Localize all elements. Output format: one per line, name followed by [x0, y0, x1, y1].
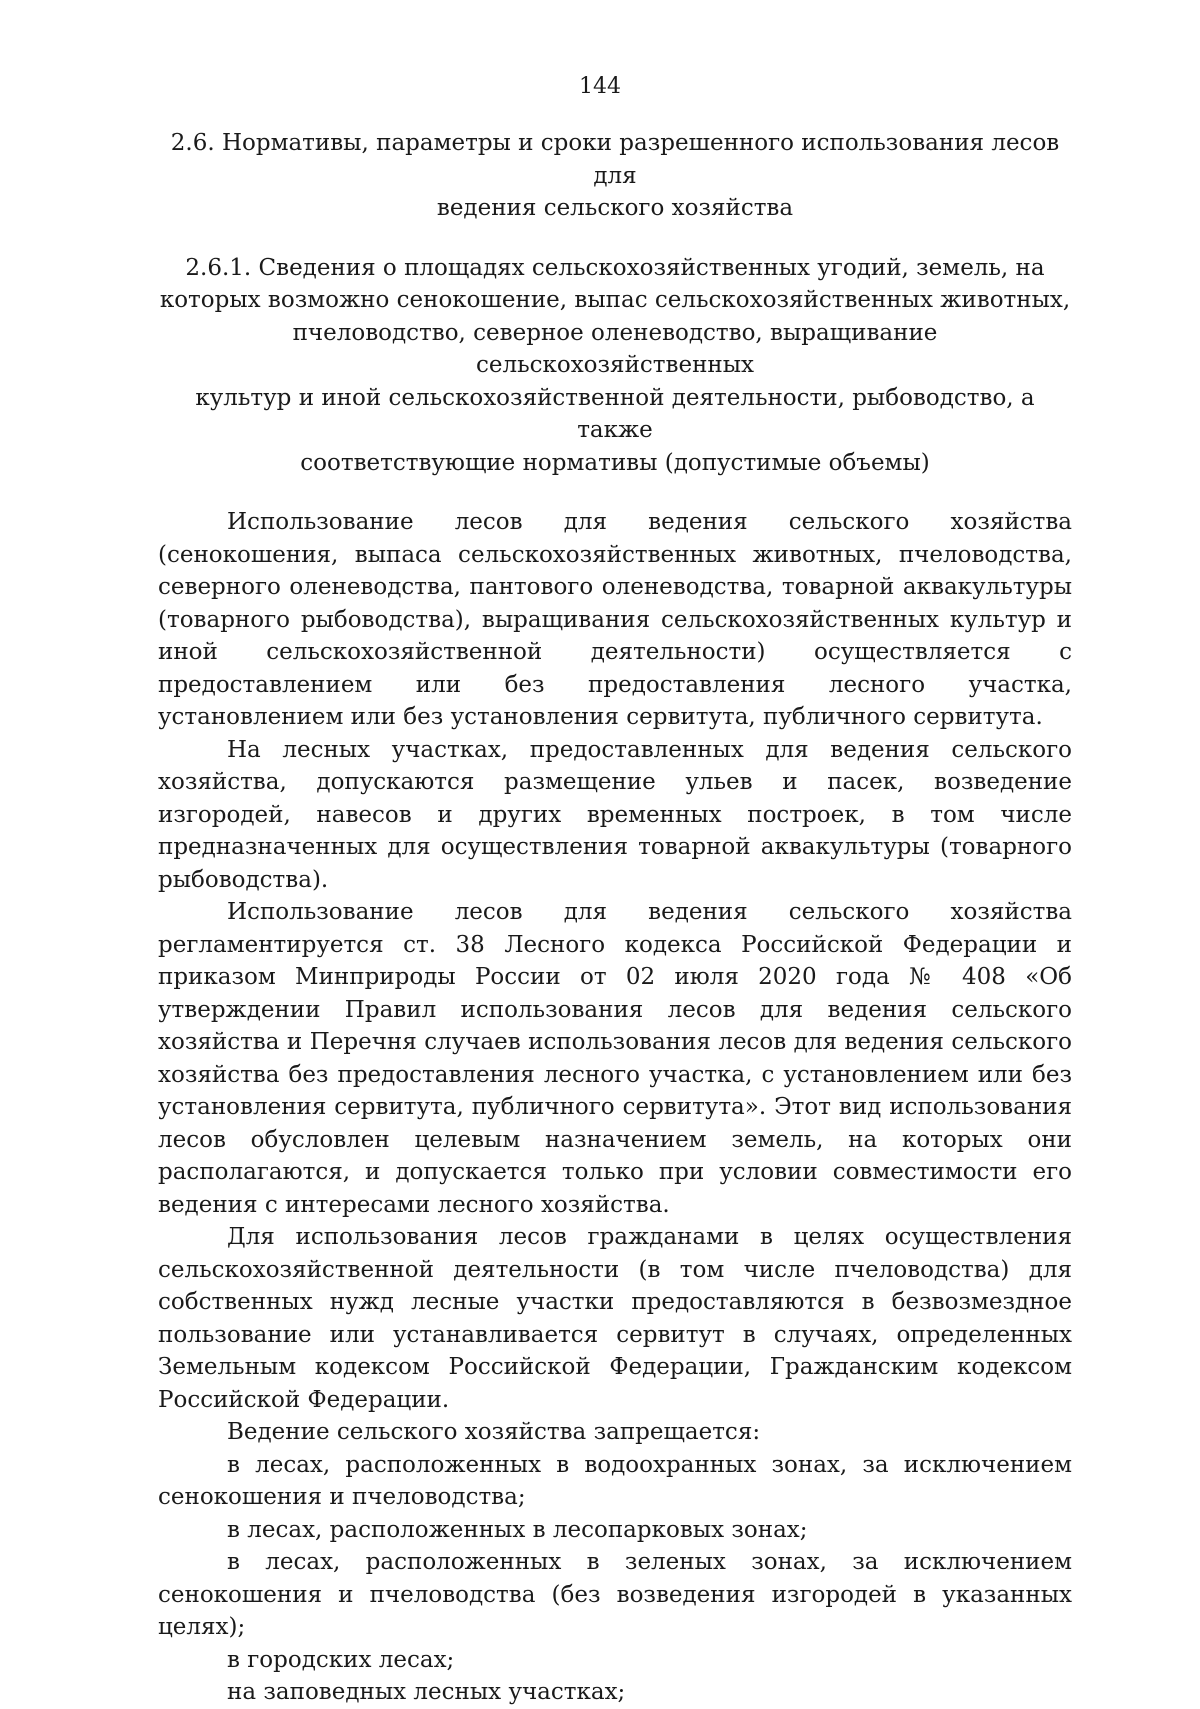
- prohibition-list-item: в городских лесах;: [227, 1646, 455, 1673]
- prohibition-list-item: в лесах, расположенных в водоохранных зонах, за исключением сенокошения и пчеловодства;: [158, 1451, 1072, 1510]
- prohibition-list-item: в лесах, расположенных в лесопарковых зонах;: [227, 1516, 808, 1543]
- section-heading-line: ведения сельского хозяйства: [436, 195, 794, 221]
- subsection-heading-line: которых возможно сенокошение, выпас сельскохозяйственных животных,: [159, 287, 1071, 313]
- subsection-heading-line: пчеловодство, северное оленеводство, выращивание сельскохозяйственных: [292, 319, 938, 378]
- page-content: [158, 127, 1072, 1709]
- prohibition-list-item: на заповедных лесных участках;: [227, 1679, 626, 1705]
- subsection-heading-line: культур и иной сельскохозяйственной деятельности, рыбоводство, а также: [195, 384, 1035, 443]
- body-paragraph: На лесных участках, предоставленных для ведения сельского хозяйства, допускаются размещение ульев и пасек, возведение изгородей, навесов и других временных построек, в том числе предназначенных для осуществления товарной аквакультуры (товарного рыбоводства).: [158, 736, 1072, 893]
- subsection-heading: [158, 252, 1072, 480]
- subsection-heading-line: 2.6.1. Сведения о площадях сельскохозяйственных угодий, земель, на: [185, 254, 1045, 281]
- body-paragraph: Для использования лесов гражданами в целях осуществления сельскохозяйственной деятельности (в том числе пчеловодства) для собственных нужд лесные участки предоставляются в безвозмездное пользование или устанавливается сервитут в случаях, определенных Земельным кодексом Российской Федерации, Гражданским кодексом Российской Федерации.: [158, 1224, 1072, 1413]
- body-paragraph: Ведение сельского хозяйства запрещается:: [227, 1419, 761, 1445]
- section-heading-line: 2.6. Нормативы, параметры и сроки разрешенного использования лесов для: [170, 130, 1060, 189]
- prohibition-list-item: в лесах, расположенных в зеленых зонах, за исключением сенокошения и пчеловодства (без возведения изгородей в указанных целях);: [158, 1549, 1072, 1640]
- body-paragraph: Использование лесов для ведения сельского хозяйства (сенокошения, выпаса сельскохозяйственных животных, пчеловодства, северного оленеводства, пантового оленеводства, товарной аквакультуры (товарного рыбоводства), выращивания сельскохозяйственных культур и иной сельскохозяйственной деятельности) осуществляется с предоставлением или без предоставления лесного участка, установлением или без установления сервитута, публичного сервитута.: [158, 509, 1072, 730]
- body-paragraph: Использование лесов для ведения сельского хозяйства регламентируется ст. 38 Лесного кодекса Российской Федерации и приказом Минприроды России от 02 июля 2020 года № 408 «Об утверждении Правил использования лесов для ведения сельского хозяйства и Перечня случаев использования лесов для ведения сельского хозяйства без предоставления лесного участка, с установлением или без установления сервитута, публичного сервитута». Этот вид использования лесов обусловлен целевым назначением земель, на которых они располагаются, и допускается только при условии совместимости его ведения с интересами лесного хозяйства.: [158, 899, 1072, 1218]
- subsection-heading-line: соответствующие нормативы (допустимые объемы): [300, 449, 930, 476]
- page-number: 144: [579, 74, 621, 99]
- section-heading: [158, 127, 1072, 225]
